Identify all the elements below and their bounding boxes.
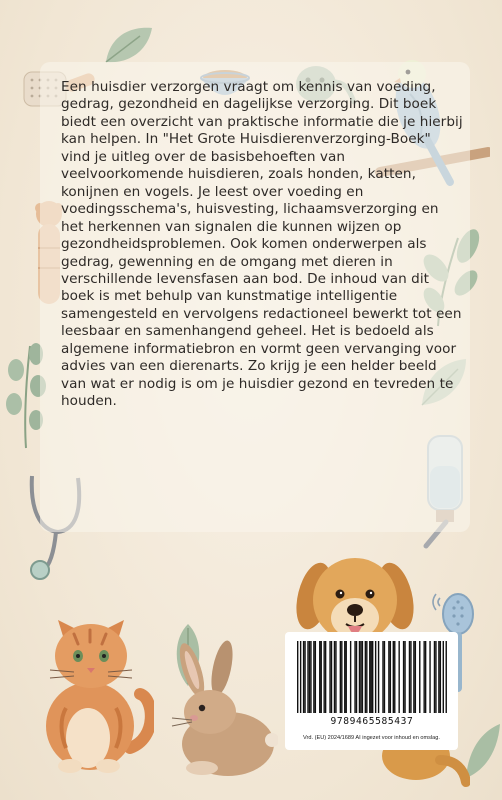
barcode-bar [325,641,326,713]
barcode-bar [366,641,367,713]
barcode-bar [372,641,373,713]
barcode-bar [394,641,395,713]
barcode-bar [307,641,308,713]
back-cover-blurb: Een huisdier verzorgen vraagt om kennis van voeding, gedrag, gezondheid en dagelijkse verzorging. Dit boek biedt een overzicht van praktische informatie die je hierbij kan helpen. In "Het Grote Huisdierenverzorging-Boek" vind je uitleg over de basisbehoeften van veelvoorkomende huisdieren, zoals honden, katten, konijnen en vogels. Je leest over voeding en voedingsschema's, huisvesting, lichaamsverzorging en het herkennen van signalen die kunnen wijzen op gezondheidsproblemen. Ook komen onderwerpen als gedrag, gewenning en de omgang met dieren in verschillende levensfasen aan bod. De inhoud van dit boek is met behulp van kunstmatige intelligentie samengesteld en vervolgens redactioneel bewerkt tot een leesbaar en samenhangend geheel. Het is bedoeld als algemene informatiebron en vormt geen vervanging voor advies van een dierenarts. Zo krijg je een helder beeld van wat er nodig is om je huisdier gezond en tevreden te houden. [61,79,463,410]
barcode-bar [360,641,361,713]
barcode-bar [425,641,426,713]
barcode-bar [388,641,389,713]
barcode-box [285,632,458,750]
barcode-bar [329,641,330,713]
barcode-bar [362,641,363,713]
barcode-bar [434,641,435,713]
barcode-bar [365,641,366,713]
barcode-bar [356,641,357,713]
barcode-bar [331,641,332,713]
barcode-bar [398,641,399,713]
barcode-bar [334,641,335,713]
barcode-bar [446,641,447,713]
barcode-bar [340,641,341,713]
barcode-bar [440,641,441,713]
barcode-bar [403,641,404,713]
barcode-bar [410,641,411,713]
barcode-bar [300,641,301,713]
barcode-bar [309,641,310,713]
barcode-bar [378,641,379,713]
ai-disclosure-note: Vrd. (EU) 2024/1689 AI ingezet voor inhoud en omslag. [303,735,440,741]
barcode-bar [359,641,360,713]
barcode-bar [344,641,345,713]
barcode-bar [341,641,342,713]
barcode-bar [429,641,430,713]
barcode-bar [375,641,376,713]
barcode-bar [315,641,316,713]
barcode-bar [384,641,385,713]
barcode-bar [413,641,414,713]
barcode-bar [313,641,314,713]
barcode-bar [409,641,410,713]
barcode-bar [303,641,304,713]
barcode-bar [419,641,420,713]
barcode-bar [404,641,405,713]
barcode-bar [423,641,424,713]
barcode-bar [335,641,336,713]
barcode-bar [438,641,439,713]
barcode-bar [346,641,347,713]
isbn-number: 9789465585437 [330,716,414,727]
barcode-bar [382,641,383,713]
barcode-bar [415,641,416,713]
barcode-bar [304,641,305,713]
rabbit-icon [158,640,278,776]
barcode-bar [319,641,320,713]
barcode-bar [297,641,298,713]
barcode-bar [354,641,355,713]
cat-icon [30,598,154,774]
barcode-bar [393,641,394,713]
barcode-bar [371,641,372,713]
barcode-bar [310,641,311,713]
barcode-bar [435,641,436,713]
barcode-bar [323,641,324,713]
barcode-bar [443,641,444,713]
barcode-bar [390,641,391,713]
barcode-bar [369,641,370,713]
barcode-bar [321,641,322,713]
barcode-bar [350,641,351,713]
isbn-barcode [297,641,447,713]
